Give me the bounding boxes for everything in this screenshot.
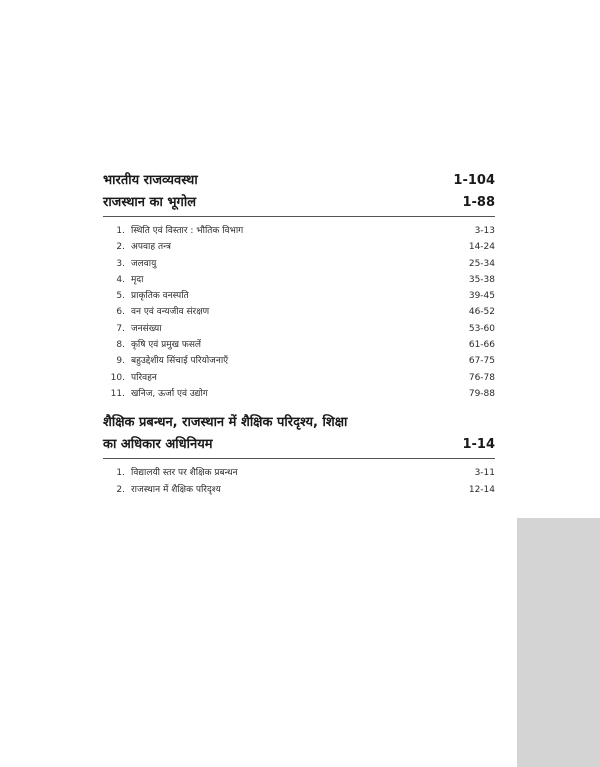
chapter-pages: 53-60 [468,323,495,334]
chapter-item[interactable] [103,465,495,481]
toc-section-education [103,412,495,498]
chapter-title: कृषि एवं प्रमुख फसलें [131,340,201,351]
chapter-number: 11. [110,388,125,399]
chapter-item[interactable] [103,386,495,402]
chapter-item[interactable] [103,321,495,337]
page-edge-tab [517,518,600,767]
section-title: भारतीय राजव्यवस्था [103,173,198,188]
chapter-number: 2. [116,484,125,495]
toc-section-polity [103,170,495,192]
chapter-title: स्थिति एवं विस्तार : भौतिक विभाग [131,226,244,236]
chapter-number: 4. [116,274,125,285]
chapter-item[interactable] [103,272,495,288]
chapter-number: 6. [116,307,125,318]
chapter-number: 3. [116,258,125,269]
chapter-title: वन एवं वन्यजीव संरक्षण [131,307,210,318]
chapter-item[interactable] [103,223,495,239]
section-title: शैक्षिक प्रबन्धन, राजस्थान में शैक्षिक परिदृश्य, शिक्षा [103,415,348,431]
chapter-number: 10. [110,372,125,383]
chapter-pages: 3-13 [474,226,495,236]
chapter-number: 8. [116,340,125,351]
chapter-pages: 76-78 [468,372,495,383]
chapter-title: परिवहन [131,372,157,383]
chapter-title: जनसंख्या [131,323,162,334]
chapter-pages: 35-38 [468,274,495,285]
section-heading-line-2[interactable] [103,434,495,456]
chapter-pages: 61-66 [468,340,495,351]
chapter-number: 1. [116,468,125,479]
section-heading[interactable] [103,192,495,214]
chapter-number: 7. [116,323,125,334]
chapter-pages: 12-14 [468,484,495,495]
chapter-item[interactable] [103,239,495,255]
section-divider [103,216,495,217]
section-heading-line-1[interactable] [103,412,495,434]
section-heading[interactable] [103,170,495,192]
chapter-item[interactable] [103,482,495,498]
chapter-item[interactable] [103,370,495,386]
chapter-pages: 67-75 [468,356,495,367]
chapter-pages: 79-88 [468,388,495,399]
chapter-item[interactable] [103,288,495,304]
chapter-number: 5. [116,291,125,302]
chapter-pages: 3-11 [474,468,495,479]
chapter-title: बहुउद्देशीय सिंचाई परियोजनाएँ [131,356,229,367]
chapter-item[interactable] [103,256,495,272]
chapter-item[interactable] [103,304,495,320]
chapter-title: जलवायु [131,258,157,269]
section-page-range: 1-88 [462,195,495,210]
chapter-item[interactable] [103,337,495,353]
chapter-title: राजस्थान में शैक्षिक परिदृश्य [131,484,221,495]
chapter-pages: 46-52 [468,307,495,318]
chapter-title: मृदा [131,274,144,285]
chapter-title: अपवाह तन्त्र [131,242,171,253]
section-page-range: 1-104 [453,173,495,188]
toc-section-geography [103,192,495,402]
chapter-title: खनिज, ऊर्जा एवं उद्योग [131,388,208,399]
section-divider [103,458,495,459]
chapter-list [103,223,495,402]
chapter-list [103,465,495,498]
chapter-pages: 25-34 [468,258,495,269]
chapter-title: प्राकृतिक वनस्पति [131,291,189,302]
table-of-contents [103,170,495,508]
chapter-pages: 39-45 [468,291,495,302]
chapter-title: विद्यालयी स्तर पर शैक्षिक प्रबन्धन [131,468,238,479]
chapter-item[interactable] [103,353,495,369]
chapter-number: 1. [116,226,125,236]
section-title-continued: का अधिकार अधिनियम [103,437,213,453]
section-title: राजस्थान का भूगोल [103,195,197,210]
chapter-pages: 14-24 [468,242,495,253]
chapter-number: 9. [116,356,125,367]
section-page-range: 1-14 [462,437,495,453]
chapter-number: 2. [116,242,125,253]
